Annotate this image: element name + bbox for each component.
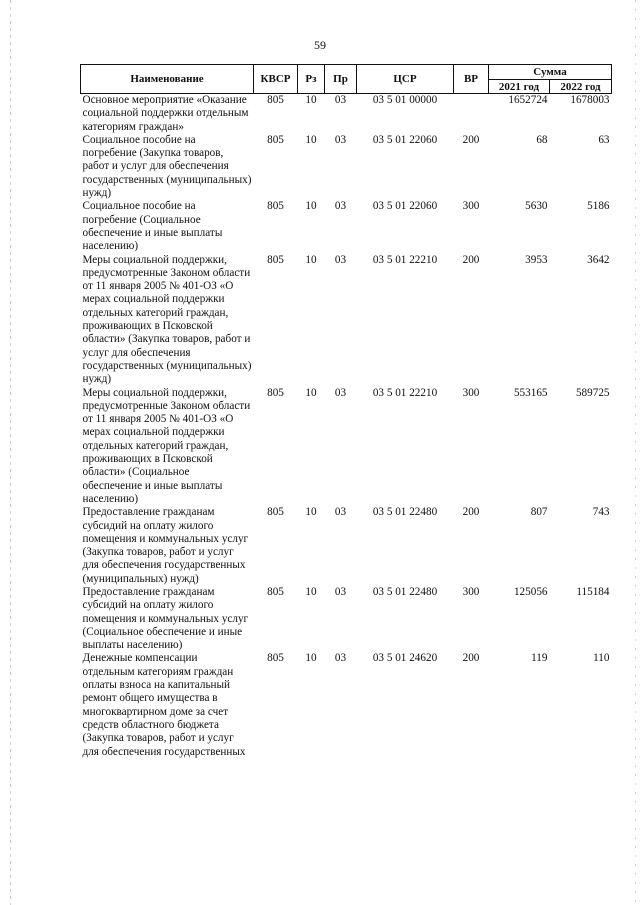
scan-left-edge — [10, 0, 11, 905]
cell-csr: 03 5 01 22480 — [372, 585, 438, 598]
cell-amount-2021: 119 — [531, 652, 548, 665]
cell-kvsr: 805 — [267, 200, 284, 213]
cell-pr: 03 — [334, 506, 347, 519]
cell-amount-2021: 125056 — [513, 585, 548, 598]
cell-amount-2021: 5630 — [525, 200, 548, 213]
cell-pr: 03 — [334, 652, 347, 665]
table-body — [81, 94, 612, 759]
cell-kvsr: 805 — [267, 506, 284, 519]
cell-vr: 200 — [462, 253, 480, 266]
cell-rz: 10 — [305, 94, 317, 106]
table-row — [81, 94, 612, 134]
cell-kvsr: 805 — [267, 133, 284, 146]
table-row — [81, 506, 612, 586]
cell-pr: 03 — [334, 386, 347, 399]
cell-pr: 03 — [334, 133, 347, 146]
cell-amount-2021: 3953 — [525, 253, 548, 266]
table-row — [81, 586, 612, 652]
header-name: Наименование — [81, 65, 254, 94]
cell-pr: 03 — [334, 253, 347, 266]
cell-amount-2022: 743 — [592, 506, 610, 519]
table-row — [81, 652, 612, 758]
budget-table — [80, 64, 612, 759]
cell-vr: 300 — [462, 386, 480, 399]
cell-vr: 200 — [462, 506, 480, 519]
cell-amount-2021: 553165 — [513, 386, 548, 399]
cell-pr: 03 — [334, 200, 347, 213]
cell-amount-2022: 1678003 — [570, 94, 610, 106]
cell-pr: 03 — [334, 94, 347, 106]
table-row — [81, 254, 612, 387]
cell-name: Предоставление гражданам субсидий на оплату жилого помещения и коммунальных услуг (Социальное обеспечение и иные выплаты населению) — [82, 585, 249, 652]
cell-vr — [454, 94, 489, 134]
cell-vr: 200 — [462, 133, 480, 146]
cell-kvsr: 805 — [267, 253, 284, 266]
table-row — [81, 387, 612, 507]
cell-kvsr: 805 — [267, 585, 284, 598]
cell-amount-2021: 68 — [536, 133, 548, 146]
header-year-2021: 2021 год — [489, 80, 550, 94]
cell-csr: 03 5 01 24620 — [372, 652, 438, 665]
cell-rz: 10 — [305, 652, 317, 665]
cell-rz: 10 — [305, 133, 317, 146]
cell-name: Меры социальной поддержки, предусмотренные Законом области от 11 января 2005 № 401-ОЗ «О мерах социальной поддержки отдельных категорий граждан, проживающих в Псковской области» (Социальное обеспечение и иные выплаты населению) — [82, 386, 251, 505]
page-number: 59 — [314, 38, 326, 52]
scan-right-edge — [635, 0, 636, 905]
cell-pr: 03 — [334, 585, 347, 598]
cell-rz: 10 — [305, 253, 317, 266]
cell-csr: 03 5 01 00000 — [372, 94, 438, 106]
budget-table-container — [80, 64, 611, 759]
cell-csr: 03 5 01 22480 — [372, 506, 438, 519]
cell-kvsr: 805 — [267, 652, 284, 665]
cell-rz: 10 — [305, 506, 317, 519]
header-vr: ВР — [454, 65, 489, 94]
header-rz: Рз — [298, 65, 325, 94]
cell-csr: 03 5 01 22210 — [372, 386, 438, 399]
cell-amount-2021: 807 — [530, 506, 548, 519]
cell-kvsr: 805 — [267, 94, 284, 106]
cell-vr: 300 — [462, 200, 480, 213]
header-csr: ЦСР — [357, 65, 454, 94]
cell-rz: 10 — [305, 386, 317, 399]
cell-name: Социальное пособие на погребение (Социальное обеспечение и иные выплаты населению) — [82, 200, 223, 253]
cell-amount-2022: 589725 — [575, 386, 610, 399]
cell-rz: 10 — [305, 585, 317, 598]
cell-amount-2022: 5186 — [587, 200, 610, 213]
cell-amount-2022: 115184 — [576, 585, 610, 598]
table-row — [81, 134, 612, 200]
cell-name: Предоставление гражданам субсидий на оплату жилого помещения и коммунальных услуг (Закупка товаров, работ и услуг для обеспечения государственных (муниципальных) нужд) — [82, 506, 249, 585]
cell-amount-2021: 1652724 — [508, 94, 548, 106]
cell-rz: 10 — [305, 200, 317, 213]
cell-amount-2022: 3642 — [587, 253, 610, 266]
header-kvsr: КВСР — [254, 65, 298, 94]
header-sum: Сумма — [489, 65, 612, 80]
cell-vr: 300 — [462, 585, 480, 598]
cell-amount-2022: 63 — [598, 133, 610, 146]
header-pr: Пр — [325, 65, 357, 94]
cell-name: Социальное пособие на погребение (Закупка товаров, работ и услуг для обеспечения государственных (муниципальных) нужд) — [82, 133, 252, 200]
cell-vr: 200 — [462, 652, 480, 665]
table-row — [81, 200, 612, 253]
cell-name: Денежные компенсации отдельным категориям граждан оплаты взноса на капитальный ремонт общего имущества в многоквартирном доме за счет средств областного бюджета (Закупка товаров, работ и услуг для обеспечения государственных — [82, 652, 246, 758]
cell-csr: 03 5 01 22210 — [372, 253, 438, 266]
cell-name: Меры социальной поддержки, предусмотренные Законом области от 11 января 2005 № 401-ОЗ «О мерах социальной поддержки отдельных категорий граждан, проживающих в Псковской области» (Закупка товаров, работ и услуг для обеспечения государственных (муниципальных) нужд) — [82, 253, 252, 386]
table-header — [81, 65, 612, 94]
cell-name: Основное мероприятие «Оказание социальной поддержки отдельным категориям граждан» — [82, 94, 249, 133]
cell-csr: 03 5 01 22060 — [372, 200, 438, 213]
cell-csr: 03 5 01 22060 — [372, 133, 438, 146]
header-year-2022: 2022 год — [550, 80, 612, 94]
cell-kvsr: 805 — [267, 386, 284, 399]
cell-amount-2022: 110 — [593, 652, 610, 665]
